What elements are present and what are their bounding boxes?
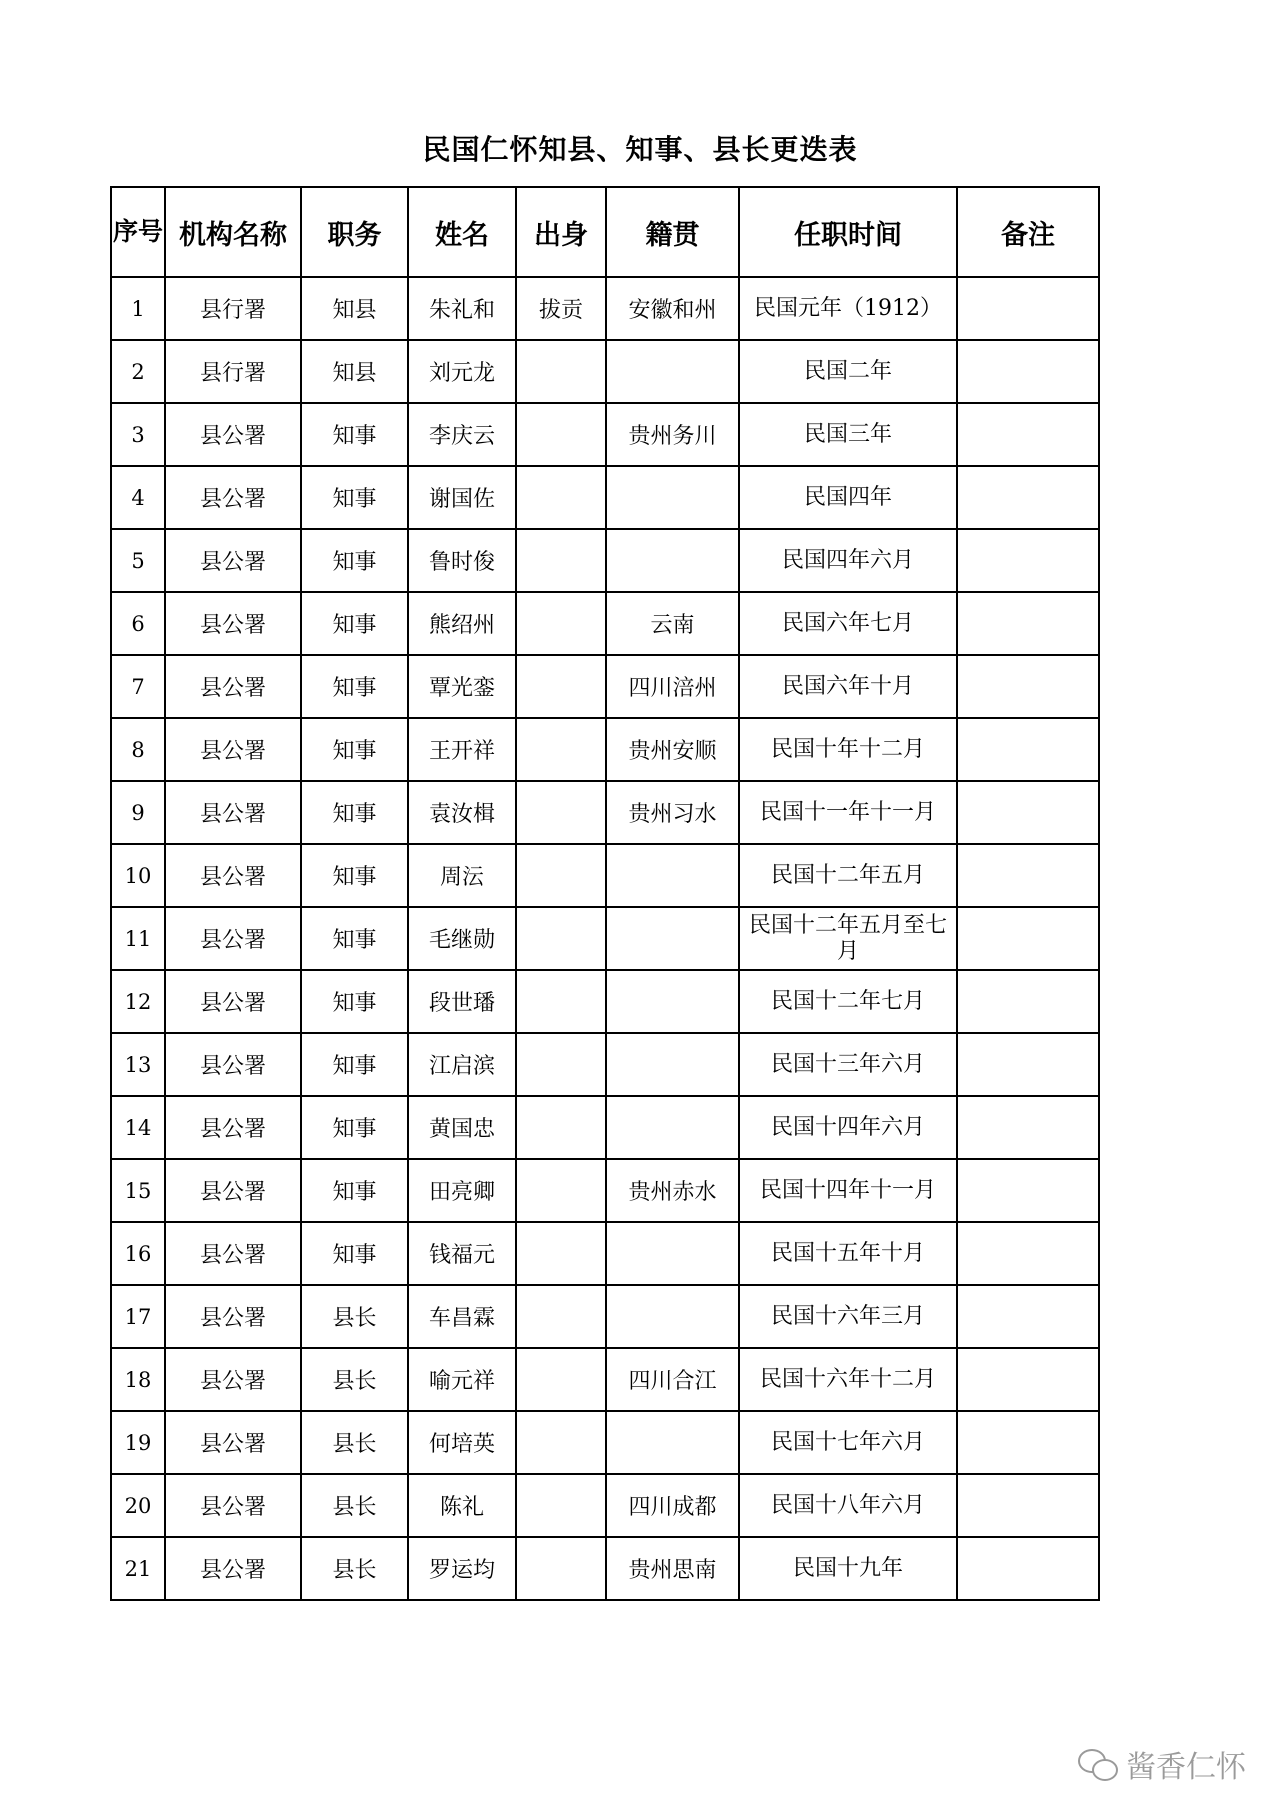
cell-seq: 3 — [111, 403, 165, 466]
cell-agency: 县公署 — [165, 781, 301, 844]
cell-origin — [516, 1222, 606, 1285]
cell-remark — [957, 1033, 1099, 1096]
cell-native: 四川成都 — [606, 1474, 739, 1537]
cell-native — [606, 340, 739, 403]
cell-post: 县长 — [301, 1348, 408, 1411]
cell-name: 喻元祥 — [408, 1348, 516, 1411]
table-row — [111, 529, 1099, 592]
cell-name: 袁汝楫 — [408, 781, 516, 844]
table-row — [111, 1537, 1099, 1600]
cell-origin — [516, 970, 606, 1033]
table-row — [111, 970, 1099, 1033]
cell-tenure: 民国二年 — [739, 340, 957, 403]
cell-agency: 县行署 — [165, 340, 301, 403]
cell-post: 知事 — [301, 718, 408, 781]
cell-post: 知事 — [301, 1096, 408, 1159]
cell-post: 知事 — [301, 907, 408, 970]
cell-native — [606, 1222, 739, 1285]
cell-origin — [516, 529, 606, 592]
cell-post: 知事 — [301, 466, 408, 529]
cell-origin — [516, 1411, 606, 1474]
cell-agency: 县公署 — [165, 970, 301, 1033]
cell-name: 钱福元 — [408, 1222, 516, 1285]
cell-post: 知县 — [301, 277, 408, 340]
header-row — [111, 187, 1099, 277]
cell-tenure: 民国六年十月 — [739, 655, 957, 718]
cell-native — [606, 1411, 739, 1474]
cell-post: 县长 — [301, 1474, 408, 1537]
table-row — [111, 718, 1099, 781]
cell-seq: 2 — [111, 340, 165, 403]
cell-agency: 县公署 — [165, 1537, 301, 1600]
cell-tenure: 民国十四年六月 — [739, 1096, 957, 1159]
cell-agency: 县公署 — [165, 907, 301, 970]
cell-remark — [957, 340, 1099, 403]
table-row — [111, 1096, 1099, 1159]
cell-agency: 县公署 — [165, 1474, 301, 1537]
cell-agency: 县公署 — [165, 1348, 301, 1411]
cell-seq: 7 — [111, 655, 165, 718]
cell-name: 王开祥 — [408, 718, 516, 781]
cell-remark — [957, 1159, 1099, 1222]
wechat-icon — [1078, 1747, 1118, 1781]
cell-agency: 县公署 — [165, 844, 301, 907]
cell-origin — [516, 1159, 606, 1222]
cell-seq: 5 — [111, 529, 165, 592]
cell-name: 熊绍州 — [408, 592, 516, 655]
cell-post: 知事 — [301, 655, 408, 718]
cell-tenure: 民国十八年六月 — [739, 1474, 957, 1537]
cell-agency: 县公署 — [165, 1159, 301, 1222]
cell-origin — [516, 907, 606, 970]
cell-agency: 县公署 — [165, 718, 301, 781]
cell-remark — [957, 529, 1099, 592]
cell-post: 知事 — [301, 403, 408, 466]
cell-seq: 17 — [111, 1285, 165, 1348]
cell-native — [606, 1096, 739, 1159]
cell-seq: 1 — [111, 277, 165, 340]
cell-remark — [957, 1096, 1099, 1159]
cell-native — [606, 1033, 739, 1096]
cell-name: 黄国忠 — [408, 1096, 516, 1159]
cell-name: 朱礼和 — [408, 277, 516, 340]
cell-seq: 6 — [111, 592, 165, 655]
table-row — [111, 781, 1099, 844]
cell-agency: 县公署 — [165, 529, 301, 592]
cell-seq: 12 — [111, 970, 165, 1033]
cell-name: 鲁时俊 — [408, 529, 516, 592]
cell-tenure: 民国十六年三月 — [739, 1285, 957, 1348]
table-row — [111, 1222, 1099, 1285]
cell-agency: 县公署 — [165, 592, 301, 655]
cell-native: 云南 — [606, 592, 739, 655]
column-header-seq: 序号 — [111, 187, 165, 277]
cell-tenure: 民国十七年六月 — [739, 1411, 957, 1474]
cell-origin — [516, 1285, 606, 1348]
cell-origin — [516, 844, 606, 907]
cell-remark — [957, 970, 1099, 1033]
cell-seq: 10 — [111, 844, 165, 907]
cell-origin — [516, 1474, 606, 1537]
cell-native: 四川合江 — [606, 1348, 739, 1411]
cell-post: 知事 — [301, 1159, 408, 1222]
cell-origin — [516, 1033, 606, 1096]
cell-tenure: 民国元年（1912） — [739, 277, 957, 340]
cell-remark — [957, 592, 1099, 655]
cell-tenure: 民国十五年十月 — [739, 1222, 957, 1285]
cell-name: 毛继勋 — [408, 907, 516, 970]
cell-name: 何培英 — [408, 1411, 516, 1474]
cell-name: 周沄 — [408, 844, 516, 907]
table-row — [111, 1285, 1099, 1348]
cell-agency: 县公署 — [165, 1285, 301, 1348]
cell-name: 车昌霖 — [408, 1285, 516, 1348]
cell-tenure: 民国四年六月 — [739, 529, 957, 592]
cell-post: 县长 — [301, 1285, 408, 1348]
cell-agency: 县公署 — [165, 403, 301, 466]
table-row — [111, 1474, 1099, 1537]
table-row — [111, 1159, 1099, 1222]
cell-post: 县长 — [301, 1411, 408, 1474]
cell-remark — [957, 1411, 1099, 1474]
cell-origin: 拔贡 — [516, 277, 606, 340]
cell-native — [606, 466, 739, 529]
cell-origin — [516, 340, 606, 403]
cell-post: 知事 — [301, 781, 408, 844]
cell-native — [606, 1285, 739, 1348]
cell-post: 知事 — [301, 1222, 408, 1285]
cell-seq: 11 — [111, 907, 165, 970]
table-row — [111, 1411, 1099, 1474]
cell-native: 四川涪州 — [606, 655, 739, 718]
cell-native — [606, 970, 739, 1033]
cell-agency: 县行署 — [165, 277, 301, 340]
cell-agency: 县公署 — [165, 466, 301, 529]
cell-origin — [516, 655, 606, 718]
cell-remark — [957, 466, 1099, 529]
cell-agency: 县公署 — [165, 655, 301, 718]
cell-native: 贵州思南 — [606, 1537, 739, 1600]
table-row — [111, 844, 1099, 907]
column-header-post: 职务 — [301, 187, 408, 277]
watermark — [1078, 1742, 1246, 1786]
cell-post: 知事 — [301, 529, 408, 592]
cell-seq: 16 — [111, 1222, 165, 1285]
cell-origin — [516, 781, 606, 844]
cell-post: 县长 — [301, 1537, 408, 1600]
cell-remark — [957, 1222, 1099, 1285]
table-row — [111, 340, 1099, 403]
cell-origin — [516, 403, 606, 466]
column-header-origin: 出身 — [516, 187, 606, 277]
cell-post: 知事 — [301, 1033, 408, 1096]
roster-body — [111, 277, 1099, 1600]
cell-remark — [957, 844, 1099, 907]
cell-seq: 15 — [111, 1159, 165, 1222]
cell-name: 李庆云 — [408, 403, 516, 466]
cell-name: 田亮卿 — [408, 1159, 516, 1222]
cell-native: 贵州习水 — [606, 781, 739, 844]
column-header-name: 姓名 — [408, 187, 516, 277]
table-row — [111, 907, 1099, 970]
page-title: 民国仁怀知县、知事、县长更迭表 — [422, 133, 858, 166]
cell-native — [606, 907, 739, 970]
cell-remark — [957, 907, 1099, 970]
cell-seq: 13 — [111, 1033, 165, 1096]
cell-agency: 县公署 — [165, 1222, 301, 1285]
cell-seq: 18 — [111, 1348, 165, 1411]
cell-remark — [957, 718, 1099, 781]
cell-seq: 19 — [111, 1411, 165, 1474]
cell-tenure: 民国十四年十一月 — [739, 1159, 957, 1222]
table-row — [111, 592, 1099, 655]
cell-remark — [957, 1474, 1099, 1537]
cell-remark — [957, 403, 1099, 466]
column-header-native: 籍贯 — [606, 187, 739, 277]
cell-tenure: 民国十六年十二月 — [739, 1348, 957, 1411]
roster-table — [110, 186, 1100, 1601]
cell-post: 知县 — [301, 340, 408, 403]
cell-native — [606, 529, 739, 592]
cell-agency: 县公署 — [165, 1033, 301, 1096]
cell-seq: 14 — [111, 1096, 165, 1159]
cell-tenure: 民国十二年五月 — [739, 844, 957, 907]
cell-name: 江启滨 — [408, 1033, 516, 1096]
table-row — [111, 1033, 1099, 1096]
cell-origin — [516, 718, 606, 781]
cell-tenure: 民国十年十二月 — [739, 718, 957, 781]
cell-origin — [516, 1537, 606, 1600]
column-header-tenure: 任职时间 — [739, 187, 957, 277]
cell-seq: 8 — [111, 718, 165, 781]
cell-origin — [516, 466, 606, 529]
cell-tenure: 民国十三年六月 — [739, 1033, 957, 1096]
cell-tenure: 民国十二年五月至七月 — [739, 907, 957, 970]
cell-native: 贵州赤水 — [606, 1159, 739, 1222]
cell-origin — [516, 1348, 606, 1411]
cell-tenure: 民国六年七月 — [739, 592, 957, 655]
cell-tenure: 民国十一年十一月 — [739, 781, 957, 844]
cell-remark — [957, 277, 1099, 340]
cell-seq: 20 — [111, 1474, 165, 1537]
cell-post: 知事 — [301, 844, 408, 907]
cell-seq: 9 — [111, 781, 165, 844]
cell-seq: 21 — [111, 1537, 165, 1600]
watermark-text: 酱香仁怀 — [1126, 1750, 1246, 1785]
cell-native — [606, 844, 739, 907]
cell-native: 贵州安顺 — [606, 718, 739, 781]
column-header-remark: 备注 — [957, 187, 1099, 277]
cell-name: 罗运均 — [408, 1537, 516, 1600]
cell-post: 知事 — [301, 970, 408, 1033]
cell-tenure: 民国十二年七月 — [739, 970, 957, 1033]
cell-tenure: 民国十九年 — [739, 1537, 957, 1600]
cell-remark — [957, 1285, 1099, 1348]
table-row — [111, 1348, 1099, 1411]
cell-seq: 4 — [111, 466, 165, 529]
cell-remark — [957, 781, 1099, 844]
cell-origin — [516, 1096, 606, 1159]
cell-agency: 县公署 — [165, 1411, 301, 1474]
cell-name: 刘元龙 — [408, 340, 516, 403]
cell-name: 谢国佐 — [408, 466, 516, 529]
cell-native: 贵州务川 — [606, 403, 739, 466]
cell-origin — [516, 592, 606, 655]
cell-remark — [957, 1348, 1099, 1411]
cell-remark — [957, 1537, 1099, 1600]
cell-name: 覃光銮 — [408, 655, 516, 718]
table-row — [111, 403, 1099, 466]
cell-post: 知事 — [301, 592, 408, 655]
cell-agency: 县公署 — [165, 1096, 301, 1159]
cell-name: 段世璠 — [408, 970, 516, 1033]
cell-remark — [957, 655, 1099, 718]
cell-tenure: 民国四年 — [739, 466, 957, 529]
cell-name: 陈礼 — [408, 1474, 516, 1537]
table-row — [111, 655, 1099, 718]
cell-tenure: 民国三年 — [739, 403, 957, 466]
table-row — [111, 277, 1099, 340]
table-row — [111, 466, 1099, 529]
column-header-agency: 机构名称 — [165, 187, 301, 277]
cell-native: 安徽和州 — [606, 277, 739, 340]
